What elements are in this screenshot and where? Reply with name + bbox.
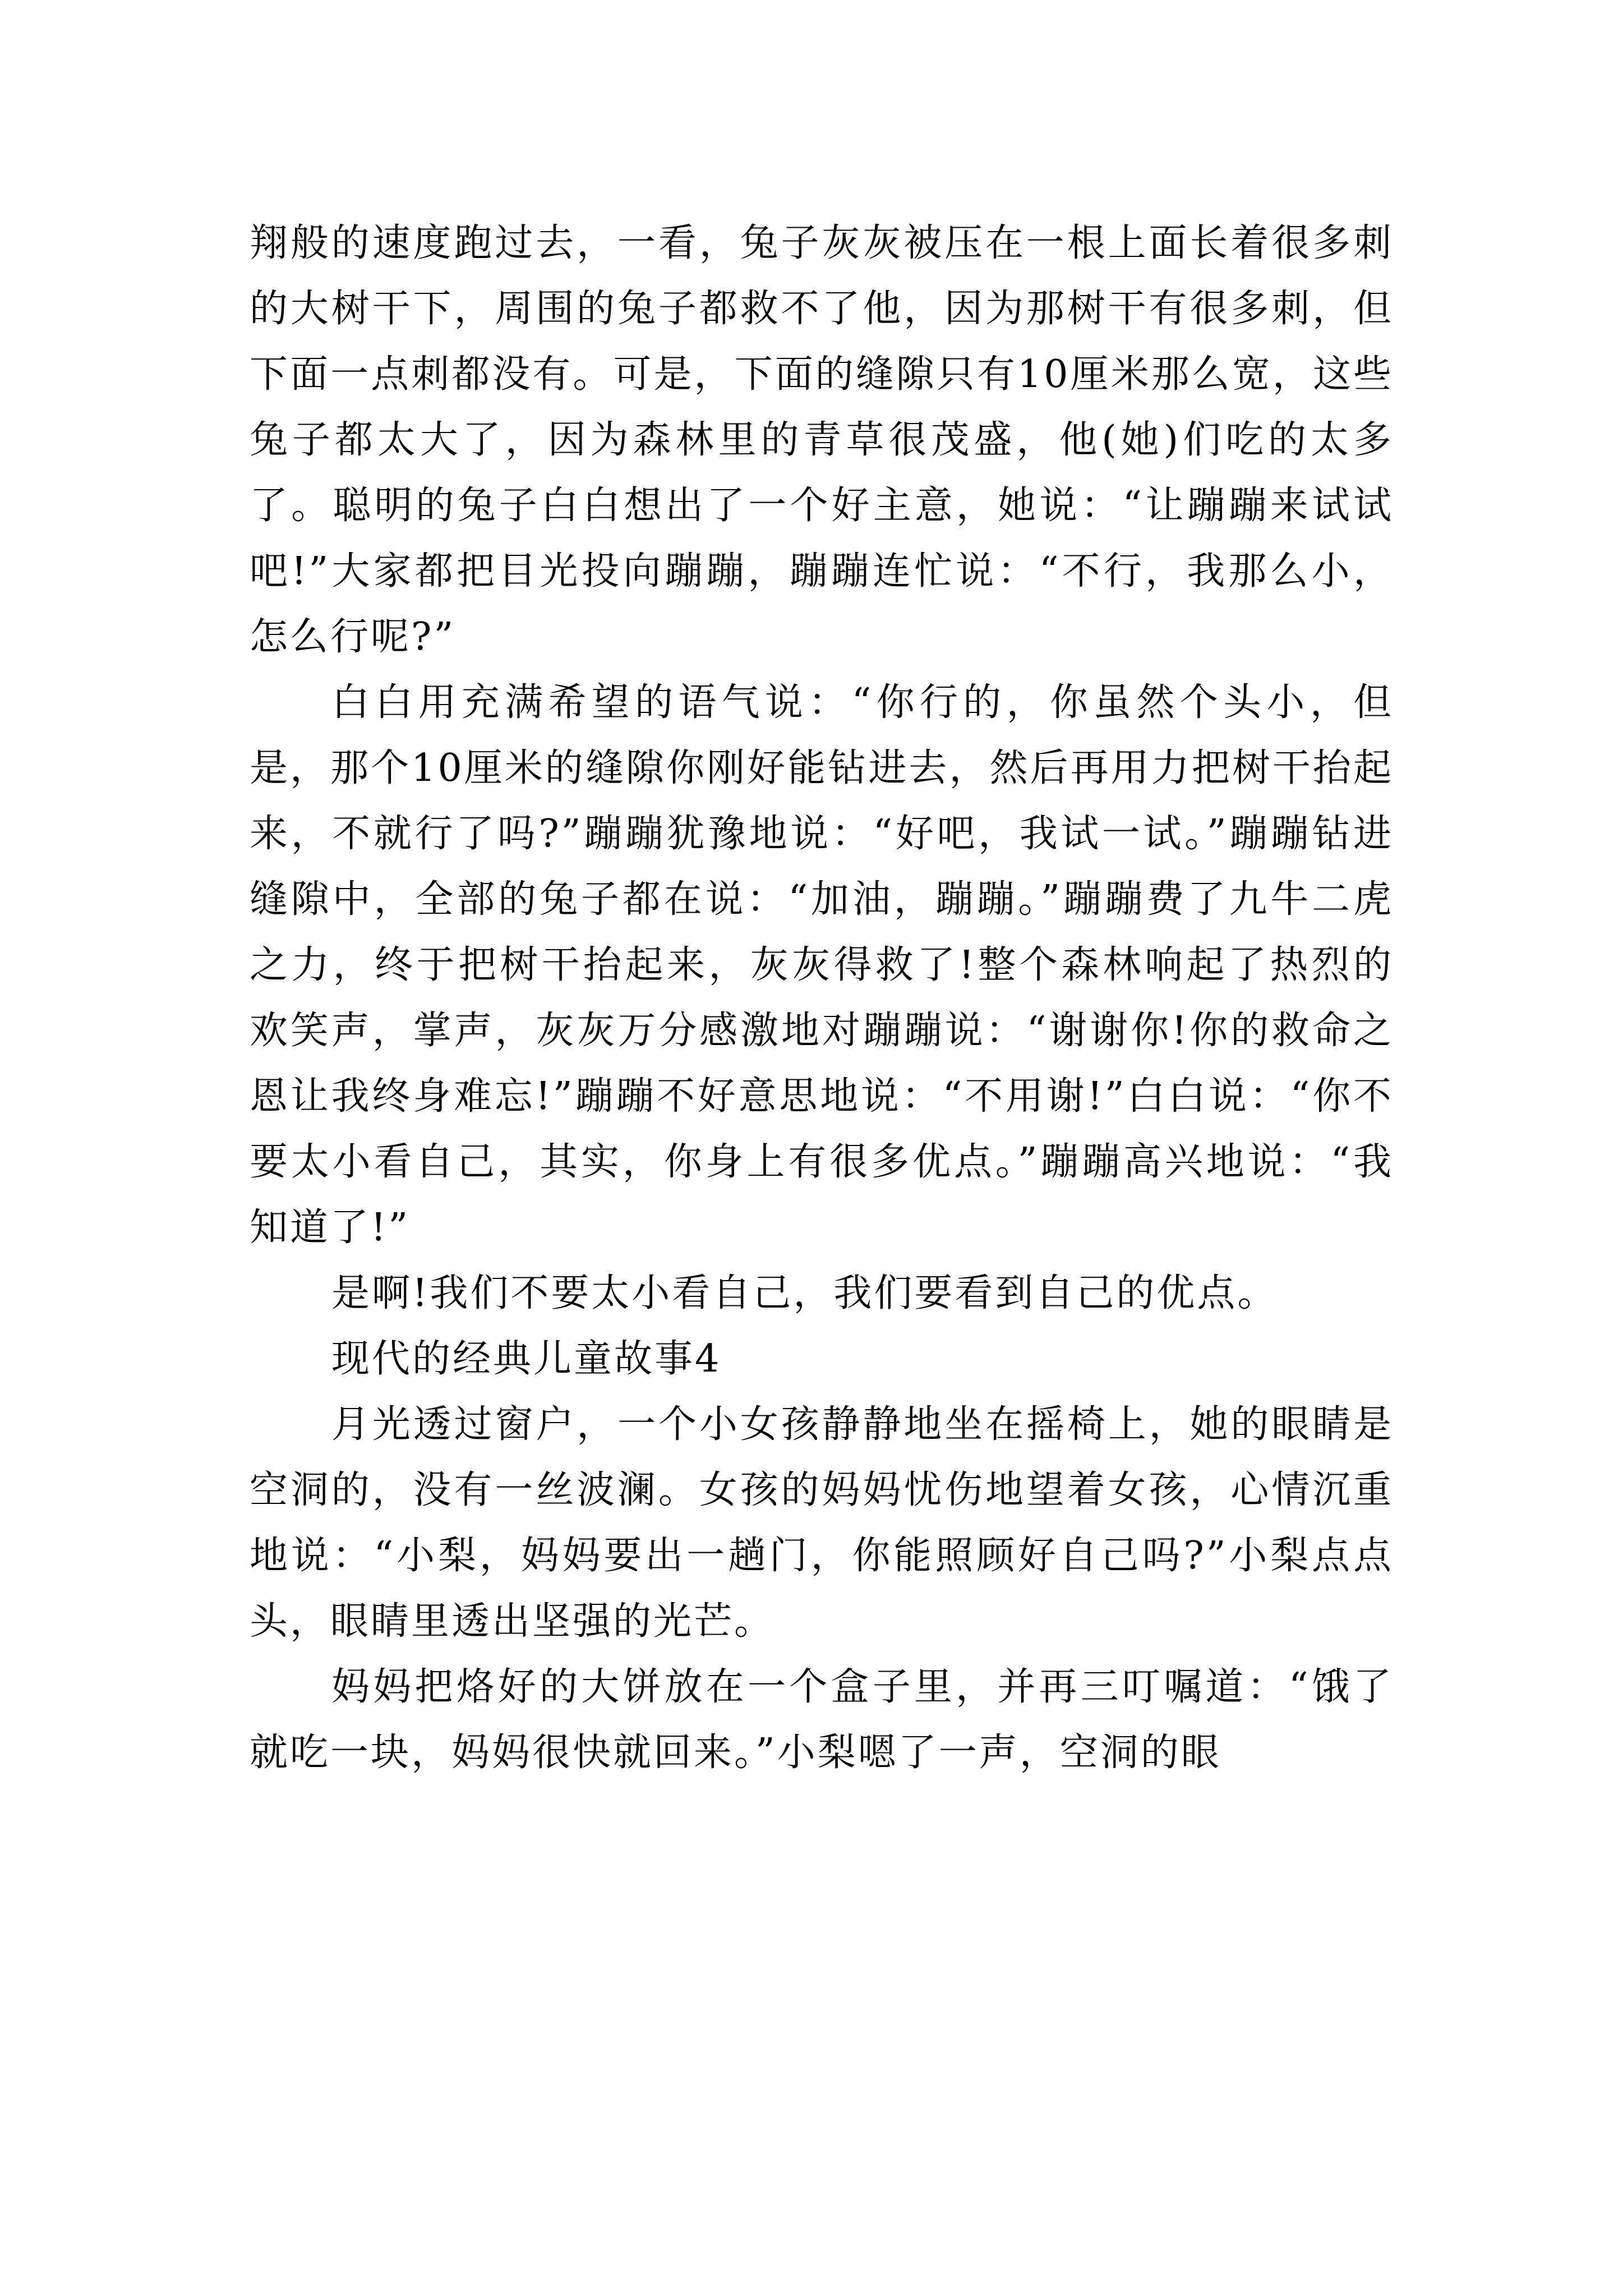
document-body — [250, 210, 1394, 1786]
paragraph-1: 翔般的速度跑过去，一看，兔子灰灰被压在一根上面长着很多刺的大树干下，周围的兔子都救不了他，因为那树干有很多刺，但下面一点刺都没有。可是，下面的缝隙只有10厘米那么宽，这些兔子都太大了，因为森林里的青草很茂盛，他(她)们吃的太多了。聪明的兔子白白想出了一个好主意，她说：“让蹦蹦来试试吧!”大家都把目光投向蹦蹦，蹦蹦连忙说：“不行，我那么小，怎么行呢?” — [250, 221, 1394, 659]
paragraph-4: 月光透过窗户，一个小女孩静静地坐在摇椅上，她的眼睛是空洞的，没有一丝波澜。女孩的妈妈忧伤地望着女孩，心情沉重地说：“小梨，妈妈要出一趟门，你能照顾好自己吗?”小梨点点头，眼睛里透出坚强的光芒。 — [250, 1402, 1394, 1644]
paragraph-2: 白白用充满希望的语气说：“你行的，你虽然个头小，但是，那个10厘米的缝隙你刚好能钻进去，然后再用力把树干抬起来，不就行了吗?”蹦蹦犹豫地说：“好吧，我试一试。”蹦蹦钻进缝隙中，全部的兔子都在说：“加油，蹦蹦。”蹦蹦费了九牛二虎之力，终于把树干抬起来，灰灰得救了!整个森林响起了热烈的欢笑声，掌声，灰灰万分感激地对蹦蹦说：“谢谢你!你的救命之恩让我终身难忘!”蹦蹦不好意思地说：“不用谢!”白白说：“你不要太小看自己，其实，你身上有很多优点。”蹦蹦高兴地说：“我知道了!” — [250, 680, 1394, 1250]
section-heading: 现代的经典儿童故事4 — [331, 1337, 722, 1381]
paragraph-3: 是啊!我们不要太小看自己，我们要看到自己的优点。 — [331, 1271, 1278, 1315]
paragraph-5: 妈妈把烙好的大饼放在一个盒子里，并再三叮嘱道：“饿了就吃一块，妈妈很快就回来。”小梨嗯了一声，空洞的眼 — [250, 1665, 1394, 1775]
